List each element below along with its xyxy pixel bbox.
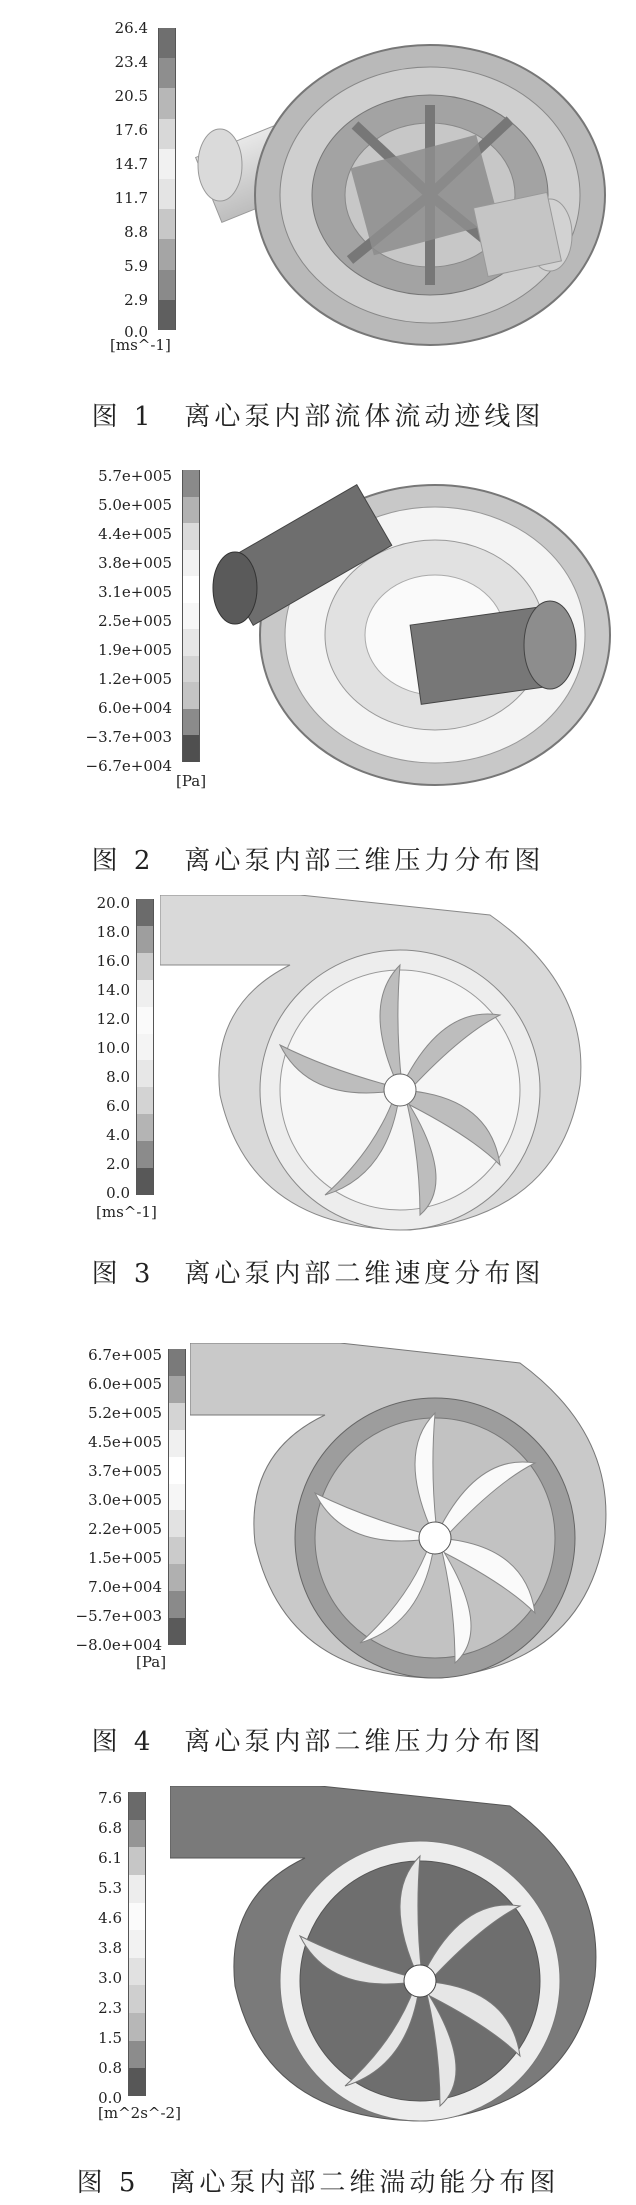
figure-5 — [0, 1780, 636, 2205]
tick-label: 3.1e+005 — [98, 583, 172, 601]
colorbar-swatch — [168, 1591, 186, 1618]
tick-label: 20.0 — [96, 894, 130, 912]
tick-label: 5.7e+005 — [98, 467, 172, 485]
tick-label: 1.2e+005 — [98, 670, 172, 688]
figure-4 — [0, 1335, 636, 1765]
pump-2d-pressure-image — [190, 1343, 620, 1683]
tick-label: 1.9e+005 — [98, 641, 172, 659]
colorbar-1 — [158, 28, 176, 330]
colorbar-swatch — [158, 270, 176, 301]
tick-label: 0.8 — [98, 2059, 122, 2077]
colorbar-swatch — [128, 2068, 146, 2096]
tick-label: 6.0e+004 — [98, 699, 172, 717]
figure-1-caption: 图 1 离心泵内部流体流动迹线图 — [91, 402, 545, 432]
tick-label: 14.7 — [114, 155, 148, 173]
colorbar-swatch — [182, 735, 200, 762]
colorbar-swatch — [182, 629, 200, 656]
colorbar-swatch — [128, 1903, 146, 1931]
colorbar-swatch — [182, 656, 200, 683]
colorbar-swatch — [168, 1484, 186, 1511]
tick-label: 17.6 — [114, 121, 148, 139]
tick-label: 23.4 — [114, 53, 148, 71]
pump-3d-pressure-image — [205, 460, 625, 790]
tick-label: 2.5e+005 — [98, 612, 172, 630]
tick-label: 3.0 — [98, 1969, 122, 1987]
tick-label: 6.7e+005 — [88, 1346, 162, 1364]
tick-label: 1.5 — [98, 2029, 122, 2047]
pump-2d-turbulent-kinetic-energy-image — [170, 1786, 610, 2126]
tick-label: 0.0 — [124, 323, 148, 341]
colorbar-swatch — [168, 1376, 186, 1403]
tick-label: 6.0 — [106, 1097, 130, 1115]
colorbar-2-ticks — [60, 468, 172, 788]
colorbar-swatch — [128, 1875, 146, 1903]
colorbar-swatch — [136, 1168, 154, 1195]
colorbar-5-ticks — [60, 1790, 122, 2120]
tick-label: 14.0 — [96, 981, 130, 999]
colorbar-swatch — [168, 1457, 186, 1484]
tick-label: 3.8 — [98, 1939, 122, 1957]
tick-label: 4.4e+005 — [98, 525, 172, 543]
colorbar-swatch — [128, 1820, 146, 1848]
tick-label: 8.8 — [124, 223, 148, 241]
colorbar-2-unit: [Pa] — [176, 772, 207, 790]
colorbar-swatch — [168, 1510, 186, 1537]
colorbar-1-ticks — [60, 19, 148, 341]
colorbar-swatch — [158, 88, 176, 119]
colorbar-swatch — [128, 1985, 146, 2013]
colorbar-4 — [168, 1349, 186, 1645]
colorbar-swatch — [182, 470, 200, 497]
colorbar-swatch — [136, 1114, 154, 1141]
colorbar-swatch — [136, 926, 154, 953]
colorbar-swatch — [128, 2013, 146, 2041]
tick-label: 2.2e+005 — [88, 1520, 162, 1538]
tick-label: 7.0e+004 — [88, 1578, 162, 1596]
tick-label: 4.5e+005 — [88, 1433, 162, 1451]
colorbar-swatch — [168, 1349, 186, 1376]
tick-label: 3.7e+005 — [88, 1462, 162, 1480]
colorbar-swatch — [168, 1564, 186, 1591]
colorbar-swatch — [168, 1430, 186, 1457]
tick-label: 26.4 — [114, 19, 148, 37]
colorbar-swatch — [128, 2041, 146, 2069]
pump-3d-streamlines-image — [180, 10, 620, 350]
tick-label: 5.2e+005 — [88, 1404, 162, 1422]
colorbar-4-unit: [Pa] — [136, 1653, 167, 1671]
tick-label: 11.7 — [114, 189, 148, 207]
tick-label: 3.8e+005 — [98, 554, 172, 572]
tick-label: −8.0e+004 — [75, 1636, 162, 1654]
colorbar-swatch — [136, 899, 154, 926]
colorbar-3-ticks — [60, 895, 130, 1225]
tick-label: 4.6 — [98, 1909, 122, 1927]
figure-5-caption: 图 5 离心泵内部二维湍动能分布图 — [76, 2168, 560, 2198]
tick-label: 0.0 — [106, 1184, 130, 1202]
colorbar-swatch — [136, 953, 154, 980]
colorbar-swatch — [136, 1007, 154, 1034]
tick-label: 10.0 — [96, 1039, 130, 1057]
figure-4-caption: 图 4 离心泵内部二维压力分布图 — [91, 1727, 545, 1757]
tick-label: 5.9 — [124, 257, 148, 275]
colorbar-swatch — [182, 709, 200, 736]
colorbar-swatch — [182, 682, 200, 709]
tick-label: 6.8 — [98, 1819, 122, 1837]
figure-1 — [0, 0, 636, 440]
colorbar-5-unit: [m^2s^-2] — [98, 2104, 181, 2122]
colorbar-swatch — [136, 1087, 154, 1114]
colorbar-swatch — [182, 523, 200, 550]
colorbar-swatch — [158, 58, 176, 89]
figure-2-caption: 图 2 离心泵内部三维压力分布图 — [91, 846, 545, 876]
tick-label: 5.0e+005 — [98, 496, 172, 514]
tick-label: 8.0 — [106, 1068, 130, 1086]
colorbar-swatch — [158, 179, 176, 210]
colorbar-swatch — [128, 1930, 146, 1958]
tick-label: 12.0 — [96, 1010, 130, 1028]
colorbar-swatch — [158, 209, 176, 240]
colorbar-swatch — [158, 119, 176, 150]
colorbar-swatch — [158, 28, 176, 59]
tick-label: 0.0 — [98, 2089, 122, 2107]
colorbar-swatch — [168, 1618, 186, 1645]
tick-label: 16.0 — [96, 952, 130, 970]
tick-label: 2.3 — [98, 1999, 122, 2017]
colorbar-3-unit: [ms^-1] — [96, 1203, 157, 1221]
tick-label: −5.7e+003 — [75, 1607, 162, 1625]
tick-label: 1.5e+005 — [88, 1549, 162, 1567]
colorbar-swatch — [136, 1141, 154, 1168]
colorbar-swatch — [168, 1537, 186, 1564]
colorbar-swatch — [158, 300, 176, 331]
colorbar-swatch — [182, 497, 200, 524]
tick-label: 3.0e+005 — [88, 1491, 162, 1509]
colorbar-swatch — [168, 1403, 186, 1430]
tick-label: 6.0e+005 — [88, 1375, 162, 1393]
tick-label: 2.9 — [124, 291, 148, 309]
tick-label: 18.0 — [96, 923, 130, 941]
figure-2 — [0, 450, 636, 890]
colorbar-3 — [136, 899, 154, 1195]
colorbar-4-ticks — [60, 1347, 162, 1677]
colorbar-2 — [182, 470, 200, 762]
tick-label: 20.5 — [114, 87, 148, 105]
colorbar-swatch — [182, 550, 200, 577]
colorbar-swatch — [128, 1792, 146, 1820]
tick-label: 2.0 — [106, 1155, 130, 1173]
colorbar-swatch — [136, 980, 154, 1007]
colorbar-swatch — [136, 1060, 154, 1087]
colorbar-1-unit: [ms^-1] — [110, 336, 171, 354]
colorbar-swatch — [158, 239, 176, 270]
tick-label: −6.7e+004 — [85, 757, 172, 775]
tick-label: 7.6 — [98, 1789, 122, 1807]
colorbar-swatch — [158, 149, 176, 180]
figure-3 — [0, 895, 636, 1295]
colorbar-swatch — [182, 576, 200, 603]
pump-2d-velocity-image — [160, 895, 600, 1235]
figure-3-caption: 图 3 离心泵内部二维速度分布图 — [91, 1259, 545, 1289]
colorbar-swatch — [136, 1034, 154, 1061]
tick-label: −3.7e+003 — [85, 728, 172, 746]
colorbar-swatch — [182, 603, 200, 630]
tick-label: 4.0 — [106, 1126, 130, 1144]
tick-label: 6.1 — [98, 1849, 122, 1867]
colorbar-swatch — [128, 1847, 146, 1875]
tick-label: 5.3 — [98, 1879, 122, 1897]
colorbar-swatch — [128, 1958, 146, 1986]
colorbar-5 — [128, 1792, 146, 2096]
